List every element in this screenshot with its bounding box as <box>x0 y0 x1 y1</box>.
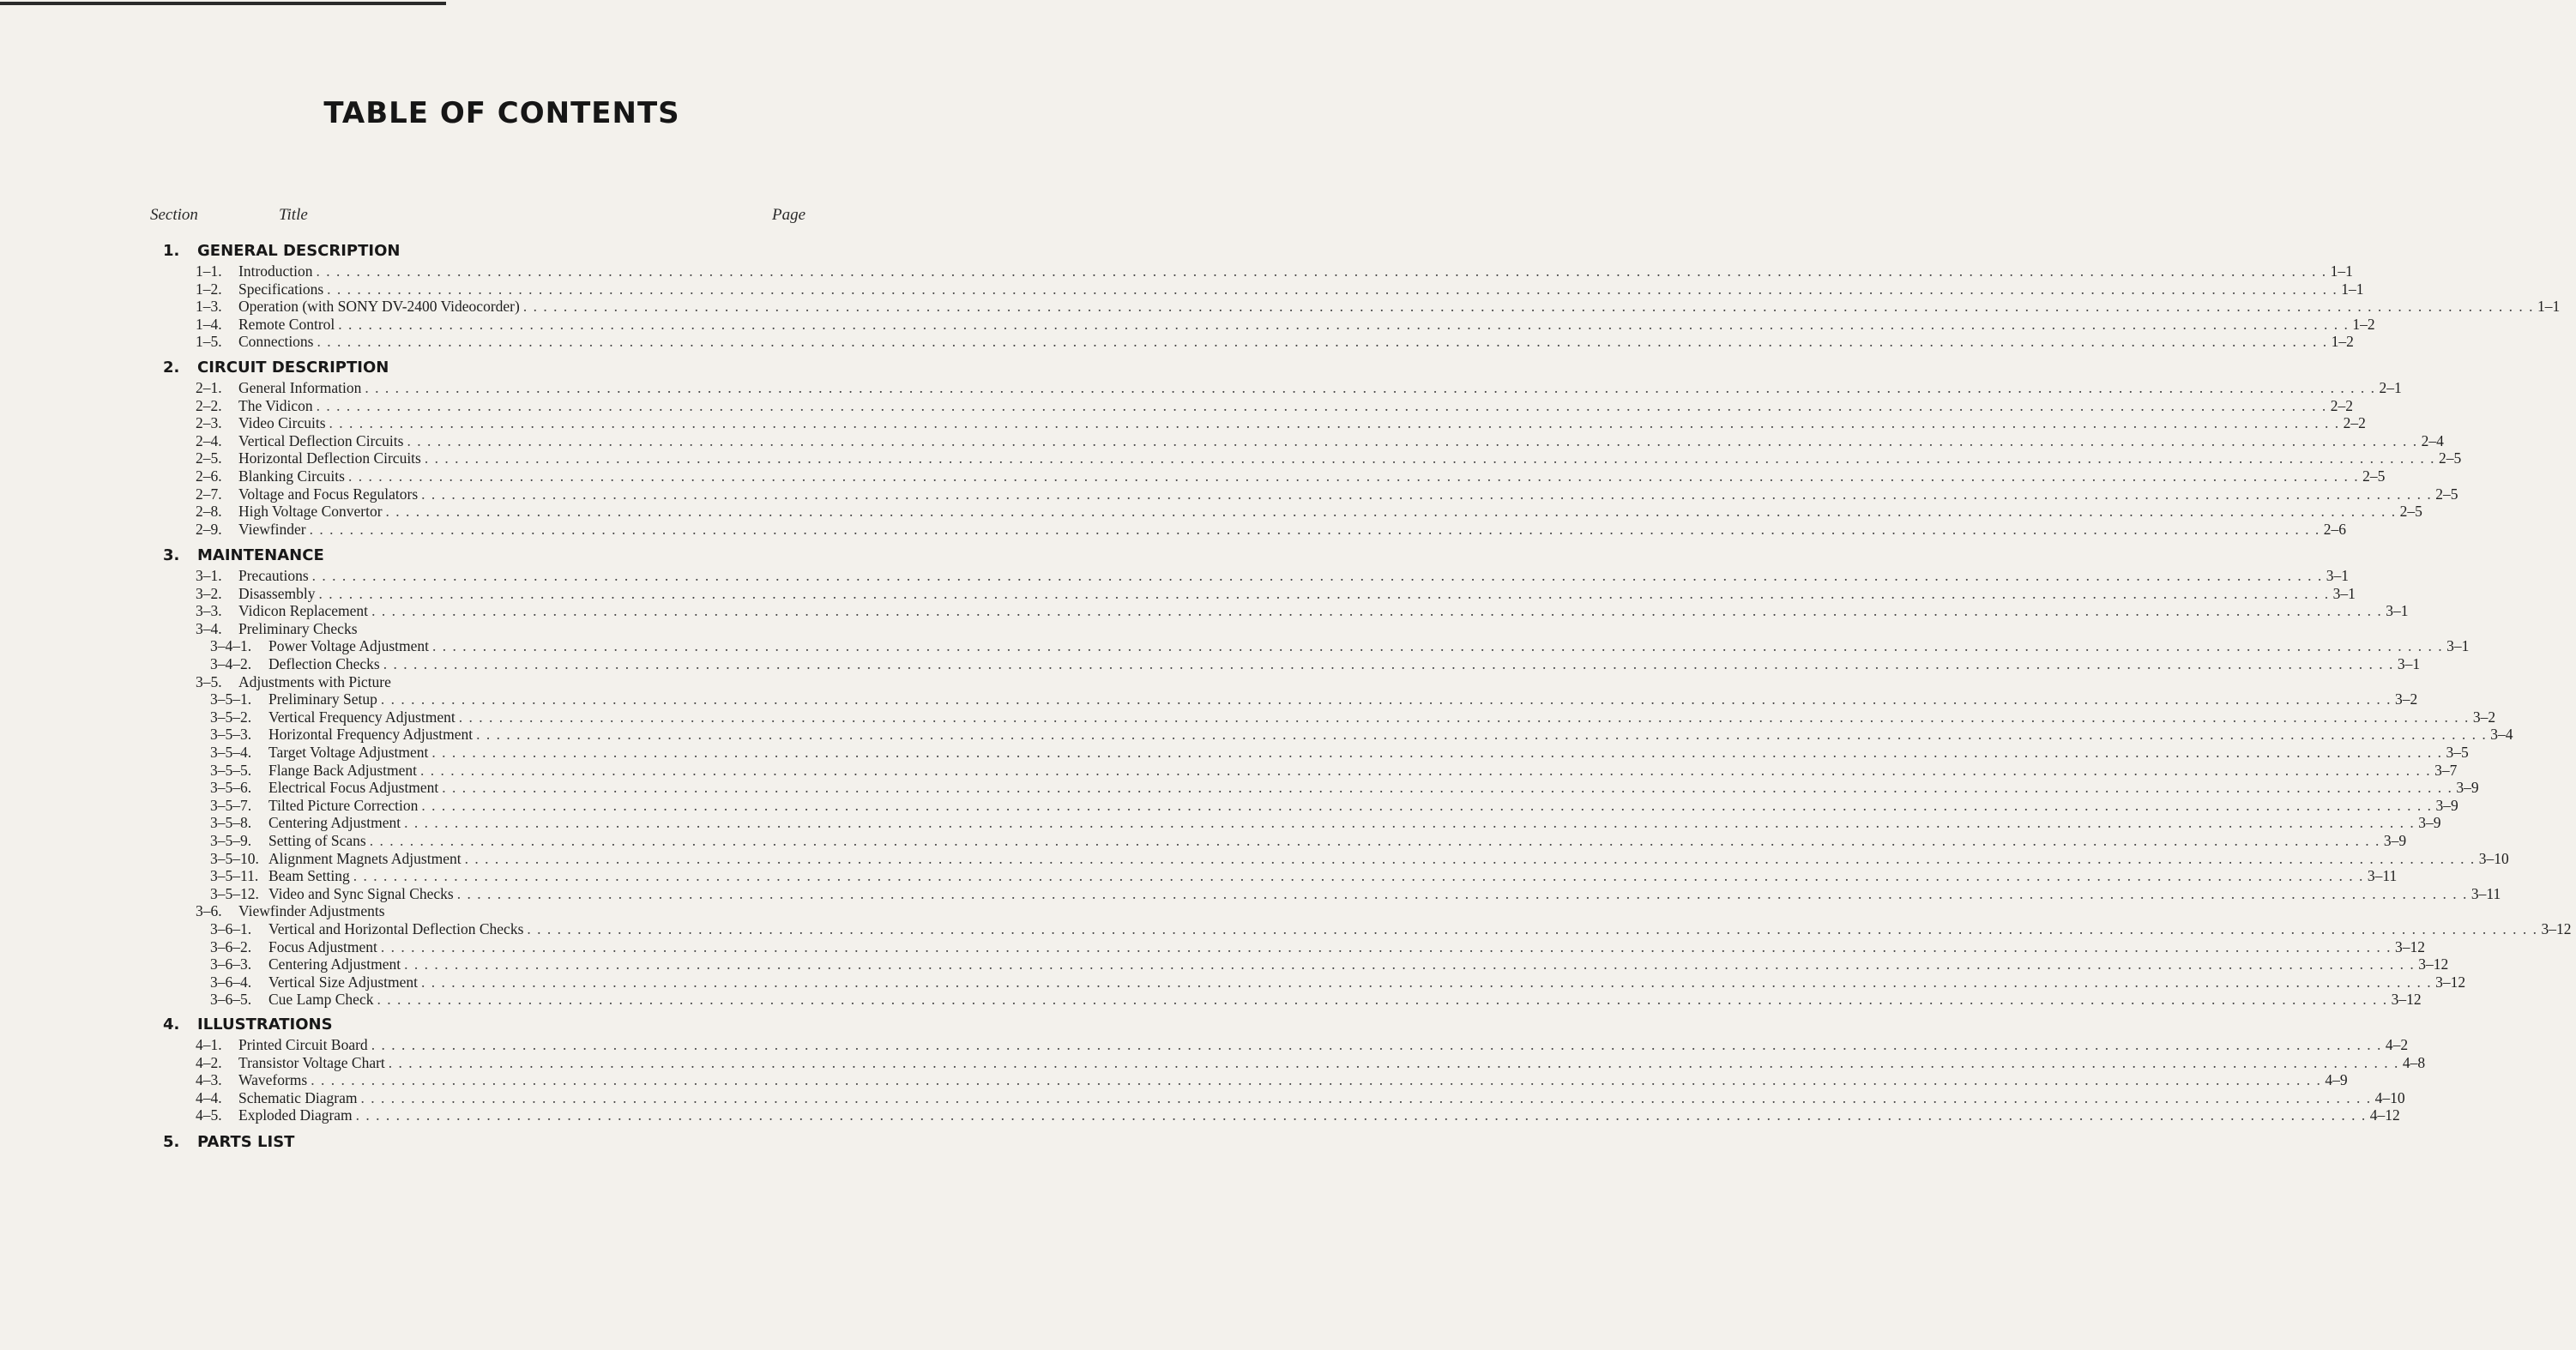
entry-number: 3–5–1. <box>210 690 252 708</box>
entry-number: 3–5–11. <box>210 867 259 885</box>
dot-leader: . . . . . . . . . . . . . . . . . . . . . . . . . . . . . . . . . . . . . . . . . . . . . . . . . . . . . . . . . . . . . . . . . . . . . . . . . . . . . . . . . . . . . . . . . . . . . . . . . . . . . . . . . . . . . . . . . . . . . . . . . . . . . . . . . . . . . . . . . . . . . . . . . . . . . . . . . . . . . . . . . . . . . . . . . . . . . . . . . . . . . . . . . . . . . . . . . . . . . . . . <box>527 920 2538 937</box>
entry-page: 3–1 <box>2326 567 2350 584</box>
toc-entry[interactable] <box>210 655 2421 674</box>
entry-number: 3–4–1. <box>210 637 252 655</box>
dot-leader: . . . . . . . . . . . . . . . . . . . . . . . . . . . . . . . . . . . . . . . . . . . . . . . . . . . . . . . . . . . . . . . . . . . . . . . . . . . . . . . . . . . . . . . . . . . . . . . . . . . . . . . . . . . . . . . . . . . . . . . . . . . . . . . . . . . . . . . . . . . . . . . . . . . . . . . . . . . . . . . . . . . . . . . . . . . . . . . . . . . . . . . . . . . . . . . . . . . . . . . . <box>421 796 2433 814</box>
toc-entry[interactable] <box>210 867 2398 886</box>
dot-leader: . . . . . . . . . . . . . . . . . . . . . . . . . . . . . . . . . . . . . . . . . . . . . . . . . . . . . . . . . . . . . . . . . . . . . . . . . . . . . . . . . . . . . . . . . . . . . . . . . . . . . . . . . . . . . . . . . . . . . . . . . . . . . . . . . . . . . . . . . . . . . . . . . . . . . . . . . . . . . . . . . . . . . . . . . . . . . . . . . . . . . . . . . . . . . . . . . . . . . . . . <box>355 1106 2367 1124</box>
entry-number: 3–6. <box>196 902 222 920</box>
entry-number: 1–2. <box>196 280 222 298</box>
entry-title: Introduction <box>238 262 313 280</box>
dot-leader: . . . . . . . . . . . . . . . . . . . . . . . . . . . . . . . . . . . . . . . . . . . . . . . . . . . . . . . . . . . . . . . . . . . . . . . . . . . . . . . . . . . . . . . . . . . . . . . . . . . . . . . . . . . . . . . . . . . . . . . . . . . . . . . . . . . . . . . . . . . . . . . . . . . . . . . . . . . . . . . . . . . . . . . . . . . . . . . . . . . . . . . . . . . . . . . . . . . . . . . . <box>327 280 2338 298</box>
toc-entry[interactable] <box>196 567 2350 586</box>
entry-title: Vertical and Horizontal Deflection Checks <box>268 920 524 937</box>
entry-number: 3–4–2. <box>210 655 252 672</box>
entry-page: 4–9 <box>2325 1071 2348 1089</box>
entry-number: 3–5–4. <box>210 744 252 761</box>
entry-page: 3–12 <box>2435 973 2466 991</box>
toc-entry[interactable] <box>196 620 710 639</box>
entry-number: 2–7. <box>196 485 222 503</box>
toc-entry[interactable] <box>196 262 2353 281</box>
entry-title: Horizontal Frequency Adjustment <box>268 726 474 744</box>
entry-title: Vidicon Replacement <box>238 602 369 620</box>
entry-title: Electrical Focus Adjustment <box>268 779 439 797</box>
entry-page: 4–12 <box>2369 1106 2400 1124</box>
toc-entry[interactable] <box>196 602 2409 621</box>
entry-number: 2–6. <box>196 467 222 485</box>
entry-page: 3–9 <box>2435 796 2458 814</box>
toc-entry[interactable] <box>196 1053 2426 1073</box>
dot-leader: . . . . . . . . . . . . . . . . . . . . . . . . . . . . . . . . . . . . . . . . . . . . . . . . . . . . . . . . . . . . . . . . . . . . . . . . . . . . . . . . . . . . . . . . . . . . . . . . . . . . . . . . . . . . . . . . . . . . . . . . . . . . . . . . . . . . . . . . . . . . . . . . . . . . . . . . . . . . . . . . . . . . . . . . . . . . . . . . . . . . . . . . . . . . . . . . . . . . . . . . <box>353 867 2364 885</box>
toc-entry[interactable] <box>196 673 710 692</box>
entry-number: 3–6–2. <box>210 937 252 955</box>
toc-entry[interactable] <box>196 1088 2405 1108</box>
entry-page: 1–1 <box>2537 298 2561 316</box>
entry-number: 3–5. <box>196 672 222 690</box>
entry-page: 3–9 <box>2383 832 2407 849</box>
entry-title: Focus Adjustment <box>268 937 377 955</box>
toc-entry[interactable] <box>210 832 2407 851</box>
toc-entry[interactable] <box>196 280 2364 299</box>
dot-leader: . . . . . . . . . . . . . . . . . . . . . . . . . . . . . . . . . . . . . . . . . . . . . . . . . . . . . . . . . . . . . . . . . . . . . . . . . . . . . . . . . . . . . . . . . . . . . . . . . . . . . . . . . . . . . . . . . . . . . . . . . . . . . . . . . . . . . . . . . . . . . . . . . . . . . . . . . . . . . . . . . . . . . . . . . . . . . . . . . . . . . . . . . . . . . . . . . . . . . . . . <box>347 467 2360 485</box>
section-title: MAINTENANCE <box>197 546 324 564</box>
dot-leader: . . . . . . . . . . . . . . . . . . . . . . . . . . . . . . . . . . . . . . . . . . . . . . . . . . . . . . . . . . . . . . . . . . . . . . . . . . . . . . . . . . . . . . . . . . . . . . . . . . . . . . . . . . . . . . . . . . . . . . . . . . . . . . . . . . . . . . . . . . . . . . . . . . . . . . . . . . . . . . . . . . . . . . . . . . . . . . . . . . . . . . . . . . . . . . . . . . . . . . . . <box>360 1088 2372 1106</box>
entry-title: Remote Control <box>238 315 335 333</box>
entry-number: 3–5–12. <box>210 884 259 902</box>
dot-leader: . . . . . . . . . . . . . . . . . . . . . . . . . . . . . . . . . . . . . . . . . . . . . . . . . . . . . . . . . . . . . . . . . . . . . . . . . . . . . . . . . . . . . . . . . . . . . . . . . . . . . . . . . . . . . . . . . . . . . . . . . . . . . . . . . . . . . . . . . . . . . . . . . . . . . . . . . . . . . . . . . . . . . . . . . . . . . . . . . . . . . . . . . . . . . . . . . . . . . . . . <box>309 520 2320 538</box>
section-title: CIRCUIT DESCRIPTION <box>197 359 389 377</box>
dot-leader: . . . . . . . . . . . . . . . . . . . . . . . . . . . . . . . . . . . . . . . . . . . . . . . . . . . . . . . . . . . . . . . . . . . . . . . . . . . . . . . . . . . . . . . . . . . . . . . . . . . . . . . . . . . . . . . . . . . . . . . . . . . . . . . . . . . . . . . . . . . . . . . . . . . . . . . . . . . . . . . . . . . . . . . . . . . . . . . . . . . . . . . . . . . . . . . . . . . . . . . . <box>407 431 2418 449</box>
dot-leader: . . . . . . . . . . . . . . . . . . . . . . . . . . . . . . . . . . . . . . . . . . . . . . . . . . . . . . . . . . . . . . . . . . . . . . . . . . . . . . . . . . . . . . . . . . . . . . . . . . . . . . . . . . . . . . . . . . . . . . . . . . . . . . . . . . . . . . . . . . . . . . . . . . . . . . . . . . . . . . . . . . . . . . . . . . . . . . . . . . . . . . . . . . . . . . . . . . . . . . . . <box>311 1071 2322 1089</box>
entry-title: Power Voltage Adjustment <box>268 637 429 655</box>
entry-title: Deflection Checks <box>268 655 380 672</box>
entry-page: 3–5 <box>2446 744 2469 761</box>
toc-entry[interactable] <box>196 414 2366 433</box>
entry-number: 3–5–2. <box>210 708 252 726</box>
entry-page: 2–5 <box>2399 503 2422 521</box>
entry-page: 2–5 <box>2438 449 2462 467</box>
entry-title: Waveforms <box>238 1071 308 1089</box>
dot-leader: . . . . . . . . . . . . . . . . . . . . . . . . . . . . . . . . . . . . . . . . . . . . . . . . . . . . . . . . . . . . . . . . . . . . . . . . . . . . . . . . . . . . . . . . . . . . . . . . . . . . . . . . . . . . . . . . . . . . . . . . . . . . . . . . . . . . . . . . . . . . . . . . . . . . . . . . . . . . . . . . . . . . . . . . . . . . . . . . . . . . . . . . . . . . . . . . . . . . . . . . <box>404 955 2416 973</box>
entry-number: 3–6–3. <box>210 955 252 973</box>
entry-title: Operation (with SONY DV-2400 Videocorder) <box>238 298 520 316</box>
entry-title: Preliminary Setup <box>268 690 377 708</box>
entry-number: 1–1. <box>196 262 222 280</box>
page-column-header: Page <box>772 206 806 224</box>
toc-entry[interactable] <box>210 726 2513 744</box>
dot-leader: . . . . . . . . . . . . . . . . . . . . . . . . . . . . . . . . . . . . . . . . . . . . . . . . . . . . . . . . . . . . . . . . . . . . . . . . . . . . . . . . . . . . . . . . . . . . . . . . . . . . . . . . . . . . . . . . . . . . . . . . . . . . . . . . . . . . . . . . . . . . . . . . . . . . . . . . . . . . . . . . . . . . . . . . . . . . . . . . . . . . . . . . . . . . . . . . . . . . . . . . <box>380 937 2392 955</box>
entry-page: 3–2 <box>2472 708 2496 726</box>
section-number: 3. <box>163 546 180 564</box>
toc-entry[interactable] <box>210 884 2501 904</box>
entry-page: 2–4 <box>2421 431 2444 449</box>
entry-title: Horizontal Deflection Circuits <box>238 449 421 467</box>
dot-leader: . . . . . . . . . . . . . . . . . . . . . . . . . . . . . . . . . . . . . . . . . . . . . . . . . . . . . . . . . . . . . . . . . . . . . . . . . . . . . . . . . . . . . . . . . . . . . . . . . . . . . . . . . . . . . . . . . . . . . . . . . . . . . . . . . . . . . . . . . . . . . . . . . . . . . . . . . . . . . . . . . . . . . . . . . . . . . . . . . . . . . . . . . . . . . . . . . . . . . . . . <box>316 262 2327 280</box>
entry-page: 3–11 <box>2470 884 2501 902</box>
entry-page: 3–12 <box>2395 937 2426 955</box>
toc-entry[interactable] <box>210 690 2418 709</box>
title-column-header: Title <box>279 206 308 224</box>
entry-title: Alignment Magnets Adjustment <box>268 849 462 867</box>
entry-title: Connections <box>238 333 314 351</box>
dot-leader: . . . . . . . . . . . . . . . . . . . . . . . . . . . . . . . . . . . . . . . . . . . . . . . . . . . . . . . . . . . . . . . . . . . . . . . . . . . . . . . . . . . . . . . . . . . . . . . . . . . . . . . . . . . . . . . . . . . . . . . . . . . . . . . . . . . . . . . . . . . . . . . . . . . . . . . . . . . . . . . . . . . . . . . . . . . . . . . . . . . . . . . . . . . . . . . . . . . . . . . . <box>369 832 2380 849</box>
entry-page: 3–4 <box>2490 726 2513 744</box>
entry-number: 3–5–3. <box>210 726 252 744</box>
entry-title: Video and Sync Signal Checks <box>268 884 454 902</box>
dot-leader: . . . . . . . . . . . . . . . . . . . . . . . . . . . . . . . . . . . . . . . . . . . . . . . . . . . . . . . . . . . . . . . . . . . . . . . . . . . . . . . . . . . . . . . . . . . . . . . . . . . . . . . . . . . . . . . . . . . . . . . . . . . . . . . . . . . . . . . . . . . . . . . . . . . . . . . . . . . . . . . . . . . . . . . . . . . . . . . . . . . . . . . . . . . . . . . . . . . . . . . . <box>464 849 2476 867</box>
section-number: 2. <box>163 359 180 377</box>
entry-title: High Voltage Convertor <box>238 503 383 521</box>
entry-title: Voltage and Focus Regulators <box>238 485 419 503</box>
entry-title: Beam Setting <box>268 867 350 885</box>
dot-leader: . . . . . . . . . . . . . . . . . . . . . . . . . . . . . . . . . . . . . . . . . . . . . . . . . . . . . . . . . . . . . . . . . . . . . . . . . . . . . . . . . . . . . . . . . . . . . . . . . . . . . . . . . . . . . . . . . . . . . . . . . . . . . . . . . . . . . . . . . . . . . . . . . . . . . . . . . . . . . . . . . . . . . . . . . . . . . . . . . . . . . . . . . . . . . . . . . . . . . . . . <box>522 298 2534 316</box>
entry-title: Specifications <box>238 280 324 298</box>
entry-title: Centering Adjustment <box>268 955 401 973</box>
entry-title: Target Voltage Adjustment <box>268 744 429 761</box>
entry-page: 3–1 <box>2397 655 2421 672</box>
dot-leader: . . . . . . . . . . . . . . . . . . . . . . . . . . . . . . . . . . . . . . . . . . . . . . . . . . . . . . . . . . . . . . . . . . . . . . . . . . . . . . . . . . . . . . . . . . . . . . . . . . . . . . . . . . . . . . . . . . . . . . . . . . . . . . . . . . . . . . . . . . . . . . . . . . . . . . . . . . . . . . . . . . . . . . . . . . . . . . . . . . . . . . . . . . . . . . . . . . . . . . . . <box>456 884 2468 902</box>
entry-number: 3–1. <box>196 567 222 584</box>
entry-page: 3–1 <box>2386 602 2409 620</box>
dot-leader: . . . . . . . . . . . . . . . . . . . . . . . . . . . . . . . . . . . . . . . . . . . . . . . . . . . . . . . . . . . . . . . . . . . . . . . . . . . . . . . . . . . . . . . . . . . . . . . . . . . . . . . . . . . . . . . . . . . . . . . . . . . . . . . . . . . . . . . . . . . . . . . . . . . . . . . . . . . . . . . . . . . . . . . . . . . . . . . . . . . . . . . . . . . . . . . . . . . . . . . . <box>421 485 2433 503</box>
entry-number: 4–3. <box>196 1071 222 1089</box>
entry-title: Disassembly <box>238 584 316 602</box>
dot-leader: . . . . . . . . . . . . . . . . . . . . . . . . . . . . . . . . . . . . . . . . . . . . . . . . . . . . . . . . . . . . . . . . . . . . . . . . . . . . . . . . . . . . . . . . . . . . . . . . . . . . . . . . . . . . . . . . . . . . . . . . . . . . . . . . . . . . . . . . . . . . . . . . . . . . . . . . . . . . . . . . . . . . . . . . . . . . . . . . . . . . . . . . . . . . . . . . . . . . . . . . <box>442 779 2453 797</box>
entry-number: 2–5. <box>196 449 222 467</box>
entry-number: 3–4. <box>196 619 222 637</box>
entry-number: 1–4. <box>196 315 222 333</box>
dot-leader: . . . . . . . . . . . . . . . . . . . . . . . . . . . . . . . . . . . . . . . . . . . . . . . . . . . . . . . . . . . . . . . . . . . . . . . . . . . . . . . . . . . . . . . . . . . . . . . . . . . . . . . . . . . . . . . . . . . . . . . . . . . . . . . . . . . . . . . . . . . . . . . . . . . . . . . . . . . . . . . . . . . . . . . . . . . . . . . . . . . . . . . . . . . . . . . . . . . . . . . . <box>458 708 2470 726</box>
dot-leader: . . . . . . . . . . . . . . . . . . . . . . . . . . . . . . . . . . . . . . . . . . . . . . . . . . . . . . . . . . . . . . . . . . . . . . . . . . . . . . . . . . . . . . . . . . . . . . . . . . . . . . . . . . . . . . . . . . . . . . . . . . . . . . . . . . . . . . . . . . . . . . . . . . . . . . . . . . . . . . . . . . . . . . . . . . . . . . . . . . . . . . . . . . . . . . . . . . . . . . . . <box>421 973 2433 991</box>
entry-title: Setting of Scans <box>268 832 366 849</box>
toc-entry[interactable] <box>210 708 2496 727</box>
toc-entry[interactable] <box>210 920 2572 939</box>
entry-page: 2–5 <box>2435 485 2458 503</box>
toc-entry[interactable] <box>210 955 2449 974</box>
entry-number: 3–6–5. <box>210 991 252 1009</box>
toc-entry[interactable] <box>210 973 2466 992</box>
entry-number: 2–8. <box>196 503 222 521</box>
entry-number: 2–9. <box>196 520 222 538</box>
toc-entry[interactable] <box>196 315 2375 334</box>
entry-number: 3–2. <box>196 584 222 602</box>
dot-leader: . . . . . . . . . . . . . . . . . . . . . . . . . . . . . . . . . . . . . . . . . . . . . . . . . . . . . . . . . . . . . . . . . . . . . . . . . . . . . . . . . . . . . . . . . . . . . . . . . . . . . . . . . . . . . . . . . . . . . . . . . . . . . . . . . . . . . . . . . . . . . . . . . . . . . . . . . . . . . . . . . . . . . . . . . . . . . . . . . . . . . . . . . . . . . . . . . . . . . . . . <box>365 379 2376 396</box>
entry-page: 3–12 <box>2391 991 2422 1009</box>
toc-entry[interactable] <box>196 467 2386 486</box>
dot-leader: . . . . . . . . . . . . . . . . . . . . . . . . . . . . . . . . . . . . . . . . . . . . . . . . . . . . . . . . . . . . . . . . . . . . . . . . . . . . . . . . . . . . . . . . . . . . . . . . . . . . . . . . . . . . . . . . . . . . . . . . . . . . . . . . . . . . . . . . . . . . . . . . . . . . . . . . . . . . . . . . . . . . . . . . . . . . . . . . . . . . . . . . . . . . . . . . . . . . . . . . <box>311 567 2323 584</box>
toc-entry[interactable] <box>210 937 2426 957</box>
entry-number: 3–5–5. <box>210 761 252 779</box>
toc-entry[interactable] <box>210 744 2469 762</box>
entry-page: 3–9 <box>2418 814 2441 832</box>
entry-number: 2–2. <box>196 396 222 414</box>
entry-page: 2–2 <box>2330 396 2353 414</box>
entry-page: 2–1 <box>2379 379 2402 396</box>
dot-leader: . . . . . . . . . . . . . . . . . . . . . . . . . . . . . . . . . . . . . . . . . . . . . . . . . . . . . . . . . . . . . . . . . . . . . . . . . . . . . . . . . . . . . . . . . . . . . . . . . . . . . . . . . . . . . . . . . . . . . . . . . . . . . . . . . . . . . . . . . . . . . . . . . . . . . . . . . . . . . . . . . . . . . . . . . . . . . . . . . . . . . . . . . . . . . . . . . . . . . . . . <box>476 726 2488 744</box>
section-title: PARTS LIST <box>197 1133 295 1151</box>
entry-number: 3–5–9. <box>210 832 252 849</box>
toc-entry[interactable] <box>210 779 2479 798</box>
entry-page: 3–10 <box>2478 849 2509 867</box>
dot-leader: . . . . . . . . . . . . . . . . . . . . . . . . . . . . . . . . . . . . . . . . . . . . . . . . . . . . . . . . . . . . . . . . . . . . . . . . . . . . . . . . . . . . . . . . . . . . . . . . . . . . . . . . . . . . . . . . . . . . . . . . . . . . . . . . . . . . . . . . . . . . . . . . . . . . . . . . . . . . . . . . . . . . . . . . . . . . . . . . . . . . . . . . . . . . . . . . . . . . . . . . <box>318 584 2330 602</box>
entry-title: Preliminary Checks <box>238 619 358 637</box>
entry-title: Flange Back Adjustment <box>268 761 418 779</box>
dot-leader: . . . . . . . . . . . . . . . . . . . . . . . . . . . . . . . . . . . . . . . . . . . . . . . . . . . . . . . . . . . . . . . . . . . . . . . . . . . . . . . . . . . . . . . . . . . . . . . . . . . . . . . . . . . . . . . . . . . . . . . . . . . . . . . . . . . . . . . . . . . . . . . . . . . . . . . . . . . . . . . . . . . . . . . . . . . . . . . . . . . . . . . . . . . . . . . . . . . . . . . . <box>385 503 2397 521</box>
entry-page: 3–12 <box>2418 955 2449 973</box>
entry-page: 3–1 <box>2446 637 2470 655</box>
dot-leader: . . . . . . . . . . . . . . . . . . . . . . . . . . . . . . . . . . . . . . . . . . . . . . . . . . . . . . . . . . . . . . . . . . . . . . . . . . . . . . . . . . . . . . . . . . . . . . . . . . . . . . . . . . . . . . . . . . . . . . . . . . . . . . . . . . . . . . . . . . . . . . . . . . . . . . . . . . . . . . . . . . . . . . . . . . . . . . . . . . . . . . . . . . . . . . . . . . . . . . . . <box>329 414 2340 432</box>
section-title: GENERAL DESCRIPTION <box>197 242 401 260</box>
entry-page: 2–6 <box>2323 520 2347 538</box>
entry-number: 1–5. <box>196 333 222 351</box>
entry-page: 3–2 <box>2394 690 2418 708</box>
toc-entry[interactable] <box>196 584 2356 604</box>
entry-page: 4–10 <box>2374 1088 2405 1106</box>
toc-entry[interactable] <box>196 396 2353 416</box>
entry-title: Viewfinder Adjustments <box>238 902 385 920</box>
entry-number: 3–3. <box>196 602 222 620</box>
section-column-header: Section <box>150 206 198 224</box>
toc-entry[interactable] <box>210 761 2458 780</box>
dot-leader: . . . . . . . . . . . . . . . . . . . . . . . . . . . . . . . . . . . . . . . . . . . . . . . . . . . . . . . . . . . . . . . . . . . . . . . . . . . . . . . . . . . . . . . . . . . . . . . . . . . . . . . . . . . . . . . . . . . . . . . . . . . . . . . . . . . . . . . . . . . . . . . . . . . . . . . . . . . . . . . . . . . . . . . . . . . . . . . . . . . . . . . . . . . . . . . . . . . . . . . . <box>388 1053 2399 1071</box>
section-title: ILLUSTRATIONS <box>197 1016 333 1034</box>
toc-entry[interactable] <box>210 849 2509 869</box>
entry-title: Printed Circuit Board <box>238 1036 368 1053</box>
toc-entry[interactable] <box>210 991 2422 1009</box>
entry-number: 1–3. <box>196 298 222 316</box>
entry-number: 3–6–4. <box>210 973 252 991</box>
toc-entry[interactable] <box>196 503 2422 521</box>
dot-leader: . . . . . . . . . . . . . . . . . . . . . . . . . . . . . . . . . . . . . . . . . . . . . . . . . . . . . . . . . . . . . . . . . . . . . . . . . . . . . . . . . . . . . . . . . . . . . . . . . . . . . . . . . . . . . . . . . . . . . . . . . . . . . . . . . . . . . . . . . . . . . . . . . . . . . . . . . . . . . . . . . . . . . . . . . . . . . . . . . . . . . . . . . . . . . . . . . . . . . . . . <box>380 690 2392 708</box>
entry-page: 1–1 <box>2341 280 2364 298</box>
entry-title: Vertical Size Adjustment <box>268 973 418 991</box>
toc-entry[interactable] <box>196 431 2444 451</box>
entry-title: Viewfinder <box>238 520 306 538</box>
entry-number: 3–5–7. <box>210 796 252 814</box>
entry-number: 3–5–6. <box>210 779 252 797</box>
entry-page: 2–2 <box>2343 414 2366 432</box>
entry-title: Transistor Voltage Chart <box>238 1053 385 1071</box>
toc-entry[interactable] <box>196 1106 2400 1125</box>
entry-page: 1–1 <box>2330 262 2353 280</box>
toc-entry[interactable] <box>196 449 2462 468</box>
entry-number: 2–4. <box>196 431 222 449</box>
dot-leader: . . . . . . . . . . . . . . . . . . . . . . . . . . . . . . . . . . . . . . . . . . . . . . . . . . . . . . . . . . . . . . . . . . . . . . . . . . . . . . . . . . . . . . . . . . . . . . . . . . . . . . . . . . . . . . . . . . . . . . . . . . . . . . . . . . . . . . . . . . . . . . . . . . . . . . . . . . . . . . . . . . . . . . . . . . . . . . . . . . . . . . . . . . . . . . . . . . . . . . . . <box>338 315 2350 333</box>
toc-entry[interactable] <box>210 637 2470 656</box>
dot-leader: . . . . . . . . . . . . . . . . . . . . . . . . . . . . . . . . . . . . . . . . . . . . . . . . . . . . . . . . . . . . . . . . . . . . . . . . . . . . . . . . . . . . . . . . . . . . . . . . . . . . . . . . . . . . . . . . . . . . . . . . . . . . . . . . . . . . . . . . . . . . . . . . . . . . . . . . . . . . . . . . . . . . . . . . . . . . . . . . . . . . . . . . . . . . . . . . . . . . . . . . <box>371 1036 2382 1053</box>
dot-leader: . . . . . . . . . . . . . . . . . . . . . . . . . . . . . . . . . . . . . . . . . . . . . . . . . . . . . . . . . . . . . . . . . . . . . . . . . . . . . . . . . . . . . . . . . . . . . . . . . . . . . . . . . . . . . . . . . . . . . . . . . . . . . . . . . . . . . . . . . . . . . . . . . . . . . . . . . . . . . . . . . . . . . . . . . . . . . . . . . . . . . . . . . . . . . . . . . . . . . . . . <box>316 396 2327 414</box>
entry-title: Centering Adjustment <box>268 814 401 832</box>
entry-number: 3–5–10. <box>210 849 259 867</box>
toc-entry[interactable] <box>196 379 2402 398</box>
entry-title: Vertical Frequency Adjustment <box>268 708 455 726</box>
entry-number: 4–2. <box>196 1053 222 1071</box>
entry-number: 3–6–1. <box>210 920 252 937</box>
entry-title: Vertical Deflection Circuits <box>238 431 404 449</box>
toc-entry[interactable] <box>196 520 2347 539</box>
entry-title: Video Circuits <box>238 414 326 432</box>
dot-leader: . . . . . . . . . . . . . . . . . . . . . . . . . . . . . . . . . . . . . . . . . . . . . . . . . . . . . . . . . . . . . . . . . . . . . . . . . . . . . . . . . . . . . . . . . . . . . . . . . . . . . . . . . . . . . . . . . . . . . . . . . . . . . . . . . . . . . . . . . . . . . . . . . . . . . . . . . . . . . . . . . . . . . . . . . . . . . . . . . . . . . . . . . . . . . . . . . . . . . . . . <box>383 655 2394 672</box>
entry-number: 4–4. <box>196 1088 222 1106</box>
entry-page: 1–2 <box>2352 315 2375 333</box>
entry-title: Schematic Diagram <box>238 1088 358 1106</box>
dot-leader: . . . . . . . . . . . . . . . . . . . . . . . . . . . . . . . . . . . . . . . . . . . . . . . . . . . . . . . . . . . . . . . . . . . . . . . . . . . . . . . . . . . . . . . . . . . . . . . . . . . . . . . . . . . . . . . . . . . . . . . . . . . . . . . . . . . . . . . . . . . . . . . . . . . . . . . . . . . . . . . . . . . . . . . . . . . . . . . . . . . . . . . . . . . . . . . . . . . . . . . . <box>431 744 2443 761</box>
toc-entry[interactable] <box>196 298 2561 316</box>
section-number: 1. <box>163 242 180 260</box>
dot-leader: . . . . . . . . . . . . . . . . . . . . . . . . . . . . . . . . . . . . . . . . . . . . . . . . . . . . . . . . . . . . . . . . . . . . . . . . . . . . . . . . . . . . . . . . . . . . . . . . . . . . . . . . . . . . . . . . . . . . . . . . . . . . . . . . . . . . . . . . . . . . . . . . . . . . . . . . . . . . . . . . . . . . . . . . . . . . . . . . . . . . . . . . . . . . . . . . . . . . . . . . <box>404 814 2416 832</box>
dot-leader: . . . . . . . . . . . . . . . . . . . . . . . . . . . . . . . . . . . . . . . . . . . . . . . . . . . . . . . . . . . . . . . . . . . . . . . . . . . . . . . . . . . . . . . . . . . . . . . . . . . . . . . . . . . . . . . . . . . . . . . . . . . . . . . . . . . . . . . . . . . . . . . . . . . . . . . . . . . . . . . . . . . . . . . . . . . . . . . . . . . . . . . . . . . . . . . . . . . . . . . . <box>371 602 2383 620</box>
entry-page: 3–1 <box>2332 584 2356 602</box>
toc-entry[interactable] <box>210 814 2441 833</box>
entry-title: Precautions <box>238 567 309 584</box>
entry-title: Blanking Circuits <box>238 467 345 485</box>
entry-title: Adjustments with Picture <box>238 672 391 690</box>
entry-number: 4–1. <box>196 1036 222 1053</box>
entry-page: 4–2 <box>2385 1036 2409 1053</box>
dot-leader: . . . . . . . . . . . . . . . . . . . . . . . . . . . . . . . . . . . . . . . . . . . . . . . . . . . . . . . . . . . . . . . . . . . . . . . . . . . . . . . . . . . . . . . . . . . . . . . . . . . . . . . . . . . . . . . . . . . . . . . . . . . . . . . . . . . . . . . . . . . . . . . . . . . . . . . . . . . . . . . . . . . . . . . . . . . . . . . . . . . . . . . . . . . . . . . . . . . . . . . . <box>432 637 2444 655</box>
entry-title: Tilted Picture Correction <box>268 796 419 814</box>
toc-entry[interactable] <box>196 333 2354 352</box>
section-number: 4. <box>163 1016 180 1034</box>
dot-leader: . . . . . . . . . . . . . . . . . . . . . . . . . . . . . . . . . . . . . . . . . . . . . . . . . . . . . . . . . . . . . . . . . . . . . . . . . . . . . . . . . . . . . . . . . . . . . . . . . . . . . . . . . . . . . . . . . . . . . . . . . . . . . . . . . . . . . . . . . . . . . . . . . . . . . . . . . . . . . . . . . . . . . . . . . . . . . . . . . . . . . . . . . . . . . . . . . . . . . . . . <box>420 761 2432 779</box>
section-number: 5. <box>163 1133 180 1151</box>
entry-page: 3–11 <box>2367 867 2398 885</box>
entry-page: 4–8 <box>2402 1053 2426 1071</box>
entry-title: Exploded Diagram <box>238 1106 353 1124</box>
entry-page: 2–5 <box>2362 467 2386 485</box>
entry-number: 3–5–8. <box>210 814 252 832</box>
entry-page: 3–7 <box>2434 761 2458 779</box>
entry-page: 1–2 <box>2331 333 2354 351</box>
toc-entry[interactable] <box>196 902 710 921</box>
entry-number: 2–3. <box>196 414 222 432</box>
toc-entry[interactable] <box>210 796 2458 816</box>
entry-number: 2–1. <box>196 379 222 396</box>
dot-leader: . . . . . . . . . . . . . . . . . . . . . . . . . . . . . . . . . . . . . . . . . . . . . . . . . . . . . . . . . . . . . . . . . . . . . . . . . . . . . . . . . . . . . . . . . . . . . . . . . . . . . . . . . . . . . . . . . . . . . . . . . . . . . . . . . . . . . . . . . . . . . . . . . . . . . . . . . . . . . . . . . . . . . . . . . . . . . . . . . . . . . . . . . . . . . . . . . . . . . . . . <box>317 333 2328 351</box>
toc-entry[interactable] <box>196 485 2458 504</box>
entry-page: 3–9 <box>2456 779 2479 797</box>
page-title: TABLE OF CONTENTS <box>323 96 680 130</box>
toc-entry[interactable] <box>196 1071 2348 1090</box>
entry-title: General Information <box>238 379 362 396</box>
entry-title: Cue Lamp Check <box>268 991 374 1009</box>
dot-leader: . . . . . . . . . . . . . . . . . . . . . . . . . . . . . . . . . . . . . . . . . . . . . . . . . . . . . . . . . . . . . . . . . . . . . . . . . . . . . . . . . . . . . . . . . . . . . . . . . . . . . . . . . . . . . . . . . . . . . . . . . . . . . . . . . . . . . . . . . . . . . . . . . . . . . . . . . . . . . . . . . . . . . . . . . . . . . . . . . . . . . . . . . . . . . . . . . . . . . . . . <box>377 991 2388 1009</box>
dot-leader: . . . . . . . . . . . . . . . . . . . . . . . . . . . . . . . . . . . . . . . . . . . . . . . . . . . . . . . . . . . . . . . . . . . . . . . . . . . . . . . . . . . . . . . . . . . . . . . . . . . . . . . . . . . . . . . . . . . . . . . . . . . . . . . . . . . . . . . . . . . . . . . . . . . . . . . . . . . . . . . . . . . . . . . . . . . . . . . . . . . . . . . . . . . . . . . . . . . . . . . . <box>424 449 2435 467</box>
entry-title: The Vidicon <box>238 396 313 414</box>
entry-number: 4–5. <box>196 1106 222 1124</box>
toc-entry[interactable] <box>196 1036 2409 1055</box>
entry-page: 3–12 <box>2541 920 2572 937</box>
